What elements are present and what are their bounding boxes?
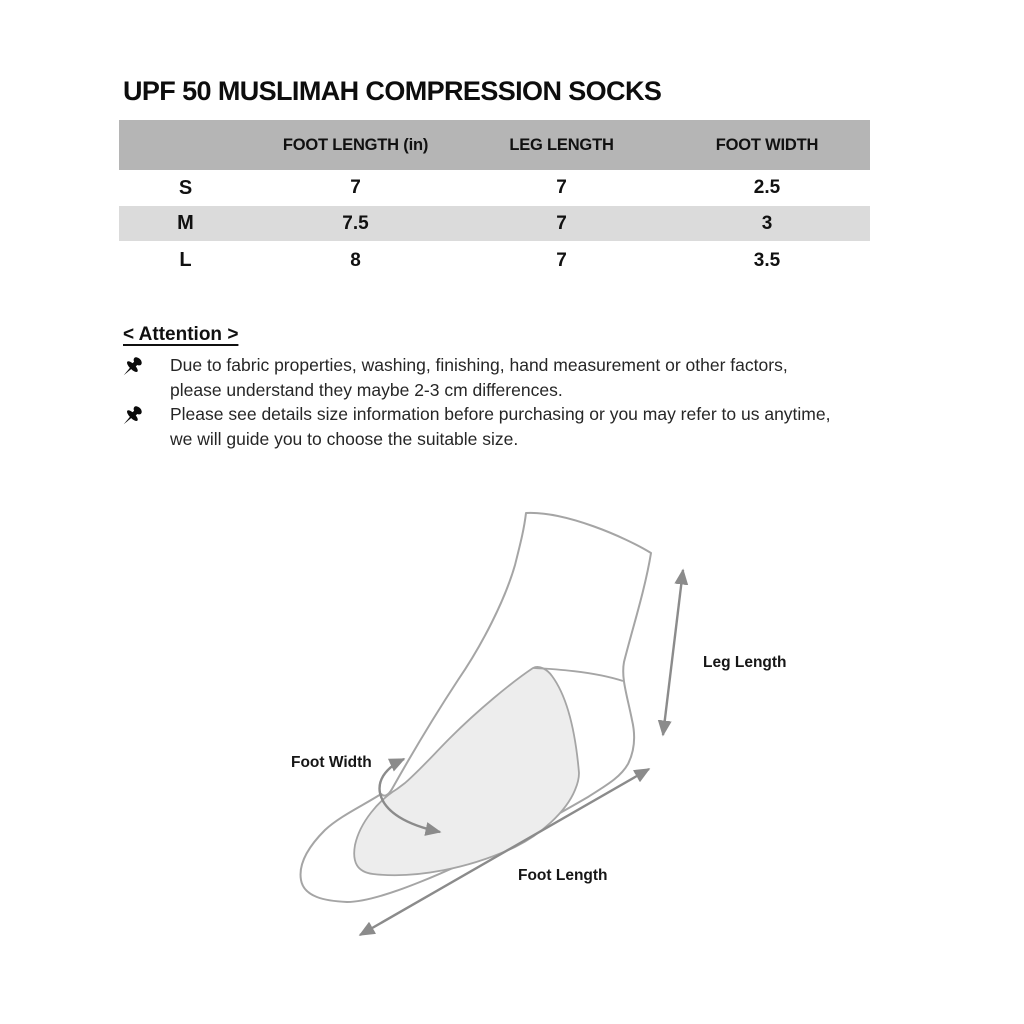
leg-length-arrow	[663, 570, 683, 735]
foot-width-value: 3	[761, 212, 773, 234]
header-foot-width: FOOT WIDTH	[715, 135, 819, 154]
bullet-line: we will guide you to choose the suitable size.	[170, 428, 519, 449]
bullet-line: Please see details size information before purchasing or you may refer to us anytime,	[170, 404, 831, 424]
foot-length-value: 7	[350, 177, 361, 198]
leg-length-label: Leg Length	[703, 654, 787, 671]
leg-length-value: 7	[556, 212, 567, 234]
size-label: M	[177, 212, 194, 234]
leg-length-value: 7	[556, 249, 567, 271]
foot-width-label: Foot Width	[291, 754, 372, 771]
header-foot-length: FOOT LENGTH (in)	[282, 135, 429, 154]
foot-length-label: Foot Length	[518, 867, 608, 884]
size-label: L	[179, 249, 192, 271]
foot-length-value: 8	[350, 249, 361, 271]
foot-length-value: 7.5	[342, 212, 369, 234]
size-label: S	[178, 176, 193, 199]
page-title: UPF 50 MUSLIMAH COMPRESSION SOCKS	[123, 76, 662, 106]
bullet-line: please understand they maybe 2-3 cm differences.	[170, 379, 563, 400]
header-leg-length: LEG LENGTH	[509, 135, 614, 154]
leg-length-value: 7	[556, 177, 567, 198]
foot-width-value: 3.5	[753, 249, 781, 271]
foot-width-value: 2.5	[753, 177, 781, 198]
bullet-line: Due to fabric properties, washing, finishing, hand measurement or other factors,	[170, 355, 788, 375]
attention-heading: < Attention >	[123, 324, 239, 345]
